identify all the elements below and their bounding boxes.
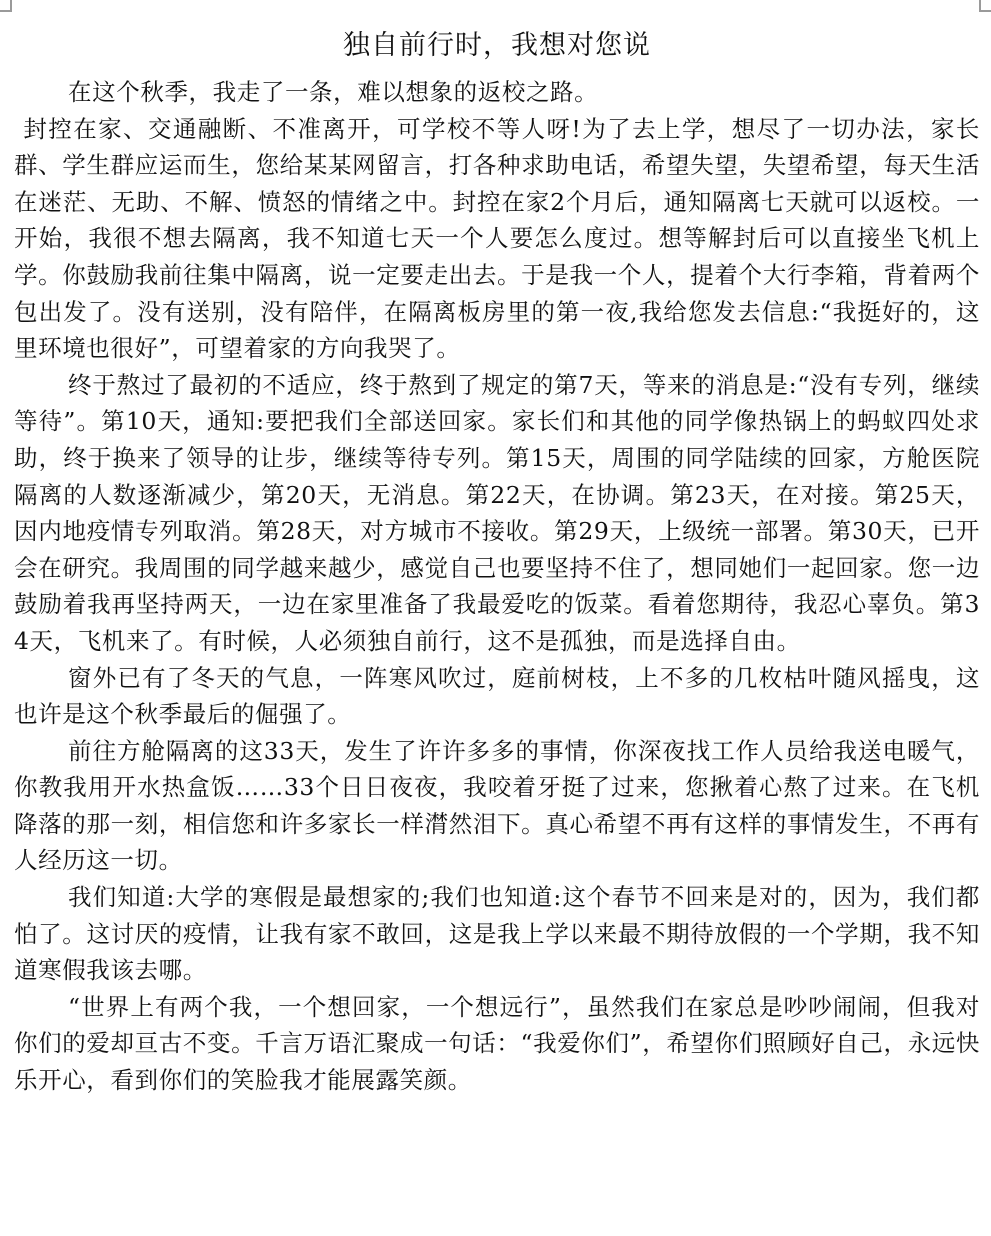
paragraph-3: 终于熬过了最初的不适应，终于熬到了规定的第7天，等来的消息是:“没有专列，继续等待”。第10天，通知:要把我们全部送回家。家长们和其他的同学像热锅上的蚂蚁四处求助，终于换来了领导的让步，继续等待专列。第15天，周围的同学陆续的回家，方舱医院隔离的人数逐渐减少，第20天，无消息。第22天，在协调。第23天，在对接。第25天，因内地疫情专列取消。第28天，对方城市不接收。第29天，上级统一部署。第30天，已开会在研究。我周围的同学越来越少，感觉自己也要坚持不住了，想同她们一起回家。您一边鼓励着我再坚持两天，一边在家里准备了我最爱吃的饭菜。看着您期待，我忍心辜负。第34天，飞机来了。有时候，人必须独自前行，这不是孤独，而是选择自由。 — [14, 370, 980, 655]
paragraph-6: 我们知道:大学的寒假是最想家的;我们也知道:这个春节不回来是对的，因为，我们都怕了。这讨厌的疫情，让我有家不敢回，这是我上学以来最不期待放假的一个学期，我不知道寒假我该去哪。 — [14, 883, 980, 985]
paragraph-2: 封控在家、交通融断、不准离开，可学校不等人呀!为了去上学，想尽了一切办法，家长群、学生群应运而生，您给某某网留言，打各种求助电话，希望失望，失望希望，每天生活在迷茫、无助、不解、愤怒的情绪之中。封控在家2个月后，通知隔离七天就可以返校。一开始，我很不想去隔离，我不知道七天一个人要怎么度过。想等解封后可以直接坐飞机上学。你鼓励我前往集中隔离，说一定要走出去。于是我一个人，提着个大行李箱，背着两个包出发了。没有送别，没有陪伴，在隔离板房里的第一夜,我给您发去信息:“我挺好的，这里环境也很好”，可望着家的方向我哭了。 — [14, 114, 980, 363]
document-title: 独自前行时，我想对您说 — [343, 30, 651, 61]
crop-mark-top-left — [0, 0, 12, 12]
paragraph-4: 窗外已有了冬天的气息，一阵寒风吹过，庭前树枝，上不多的几枚枯叶随风摇曳，这也许是这个秋季最后的倔强了。 — [14, 663, 980, 729]
crop-mark-top-right — [979, 0, 991, 12]
document-page — [14, 28, 980, 1099]
paragraph-1: 在这个秋季，我走了一条，难以想象的返校之路。 — [68, 78, 599, 106]
paragraph-5: 前往方舱隔离的这33天，发生了许许多多的事情，你深夜找工作人员给我送电暖气，你教我用开水热盒饭……33个日日夜夜，我咬着牙挺了过来，您揪着心熬了过来。在飞机降落的那一刻，相信您和许多家长一样潸然泪下。真心希望不再有这样的事情发生，不再有人经历这一切。 — [14, 736, 980, 875]
paragraph-7: “世界上有两个我，一个想回家，一个想远行”，虽然我们在家总是吵吵闹闹，但我对你们的爱却亘古不变。千言万语汇聚成一句话：“我爱你们”，希望你们照顾好自己，永远快乐开心，看到你们的笑脸我才能展露笑颜。 — [14, 992, 980, 1095]
